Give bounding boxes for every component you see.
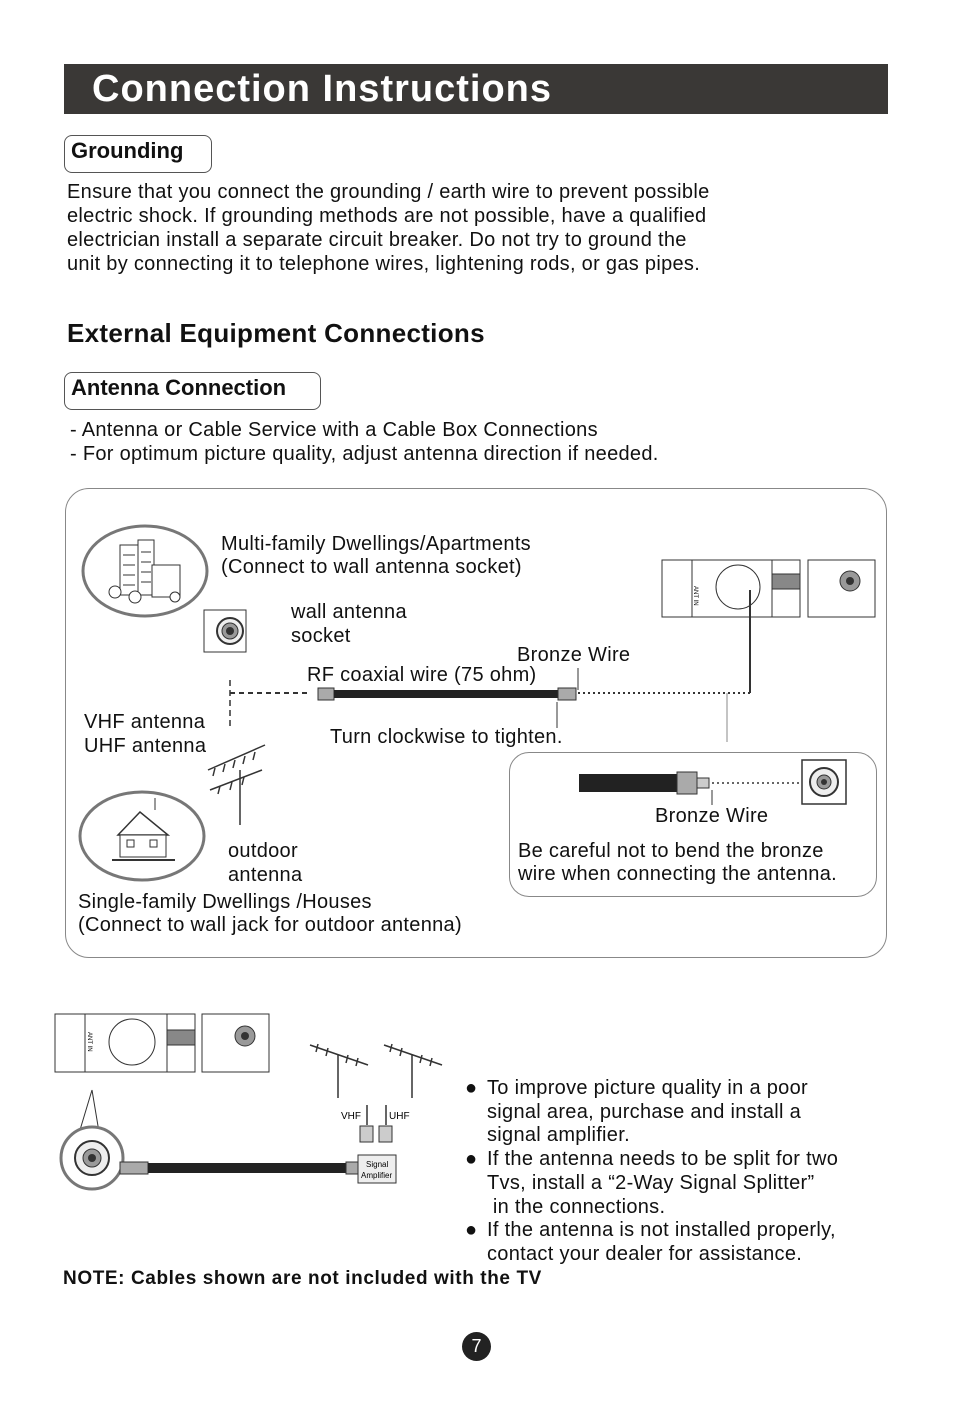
amp-label-2: Amplifier xyxy=(361,1171,393,1180)
amp-label-1: Signal xyxy=(366,1160,389,1169)
amplifier-diagram xyxy=(55,1014,442,1189)
tip-line: ● To improve picture quality in a poor xyxy=(487,1077,808,1099)
apartments-label xyxy=(221,533,531,579)
grounding-line: Ensure that you connect the grounding / earth wire to prevent possible xyxy=(67,181,710,203)
apartments-line: Multi-family Dwellings/Apartments xyxy=(221,533,531,555)
outdoor-antenna-icon xyxy=(208,745,265,825)
tip-item xyxy=(465,1077,905,1148)
rf-wire-label: RF coaxial wire (75 ohm) xyxy=(307,664,537,686)
uhf-small-label: UHF xyxy=(389,1111,410,1122)
wall-socket-line: wall antenna xyxy=(291,601,407,623)
tip-item xyxy=(465,1148,905,1219)
page-title: Connection Instructions xyxy=(92,68,552,110)
tip-line: signal area, purchase and install a xyxy=(487,1100,802,1123)
careful-label xyxy=(518,840,837,886)
vhf-uhf-antennas xyxy=(310,1044,442,1125)
tips-list xyxy=(465,1077,905,1267)
careful-line: wire when connecting the antenna. xyxy=(518,863,838,885)
outdoor-line: outdoor xyxy=(228,840,298,862)
tip-line: Tvs, install a “2-Way Signal Splitter” xyxy=(487,1171,815,1194)
antenna-line: - Antenna or Cable Service with a Cable Box Connections xyxy=(70,419,598,441)
page-number: 7 xyxy=(462,1332,491,1361)
bronze-wire-label: Bronze Wire xyxy=(517,644,631,666)
vhf-small-label: VHF xyxy=(341,1111,361,1122)
antenna-tag-label: Antenna Connection xyxy=(71,375,287,400)
uhf-antenna-label: UHF antenna xyxy=(84,735,207,757)
cables-note: NOTE: Cables shown are not included with the TV xyxy=(63,1268,542,1289)
tip-item xyxy=(465,1219,905,1266)
grounding-line: electric shock. If grounding methods are not possible, have a qualified xyxy=(67,205,707,227)
grounding-tag-label: Grounding xyxy=(71,138,184,163)
turn-clockwise-label: Turn clockwise to tighten. xyxy=(330,726,563,748)
inset-bronze-label: Bronze Wire xyxy=(655,805,769,827)
outdoor-line: antenna xyxy=(228,864,303,886)
wall-socket-label xyxy=(291,600,407,648)
tip-line: signal amplifier. xyxy=(487,1124,630,1147)
careful-line: Be careful not to bend the bronze xyxy=(518,840,824,862)
inset-connector xyxy=(579,760,846,805)
apartment-illustration xyxy=(83,526,207,616)
wall-socket-icon xyxy=(204,610,246,652)
amp-ant-in-label: ANT IN xyxy=(86,1032,92,1052)
external-heading: External Equipment Connections xyxy=(67,318,485,348)
outdoor-antenna-label xyxy=(228,839,302,887)
houses-line: Single-family Dwellings /Houses xyxy=(78,891,372,913)
tip-line: contact your dealer for assistance. xyxy=(487,1242,803,1265)
grounding-line: electrician install a separate circuit breaker. Do not try to ground the xyxy=(67,229,687,251)
ant-in-label: ANT IN xyxy=(692,586,698,606)
tip-line: ● If the antenna is not installed properly, xyxy=(487,1219,836,1242)
tv-back-panel xyxy=(662,560,875,617)
apartments-line: (Connect to wall antenna socket) xyxy=(221,556,522,578)
antenna-line: - For optimum picture quality, adjust antenna direction if needed. xyxy=(70,443,659,465)
grounding-line: unit by connecting it to telephone wires, lightening rods, or gas pipes. xyxy=(67,253,701,275)
houses-line: (Connect to wall jack for outdoor antenna) xyxy=(78,914,462,936)
houses-label xyxy=(78,891,462,937)
house-illustration xyxy=(80,792,204,880)
tip-line: ● If the antenna needs to be split for two xyxy=(487,1148,839,1171)
tip-line: in the connections. xyxy=(487,1195,666,1218)
vhf-antenna-label: VHF antenna xyxy=(84,711,206,733)
vhf-uhf-label xyxy=(84,710,206,758)
wall-socket-line: socket xyxy=(291,625,351,647)
